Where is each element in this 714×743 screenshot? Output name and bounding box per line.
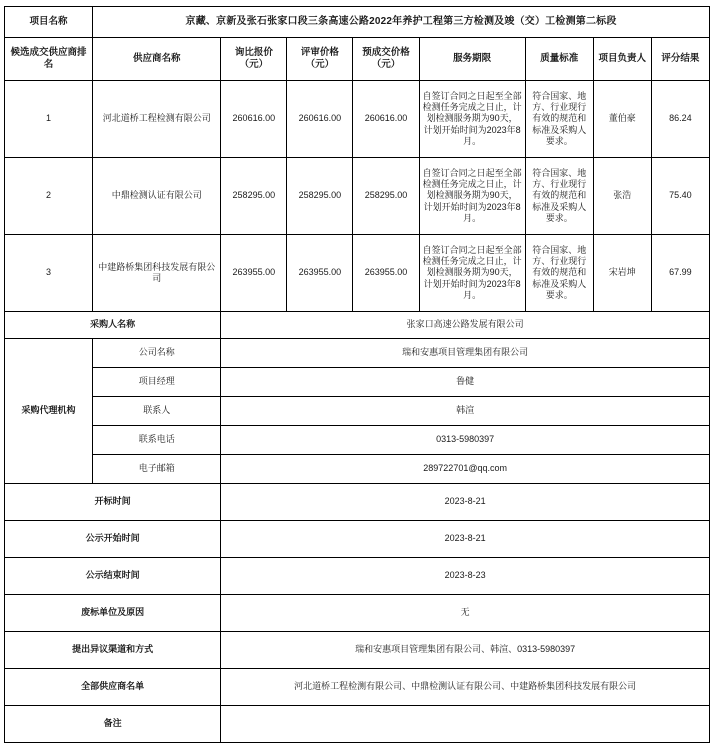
agency-row: [5, 368, 710, 397]
row-deal-price: 263955.00: [353, 235, 419, 312]
row-quality-standard: 符合国家、地方、行业现行有效的规范和标准及采购人要求。: [525, 158, 593, 235]
row-supplier: 中鼎检测认证有限公司: [93, 158, 221, 235]
agency-field-label: 公司名称: [93, 339, 221, 368]
row-review-price: 258295.00: [287, 158, 353, 235]
agency-field-value: 289722701@qq.com: [221, 455, 710, 484]
agency-field-value: 瑞和安惠项目管理集团有限公司: [221, 339, 710, 368]
row-deal-price: 258295.00: [353, 158, 419, 235]
row-score: 75.40: [651, 158, 709, 235]
row-deal-price: 260616.00: [353, 81, 419, 158]
title-row: [5, 7, 710, 38]
row-quote-price: 263955.00: [221, 235, 287, 312]
footer-row: [5, 706, 710, 743]
row-project-leader: 张浩: [593, 158, 651, 235]
footer-row: [5, 484, 710, 521]
agency-row: [5, 339, 710, 368]
footer-label: 备注: [5, 706, 221, 743]
result-table: [4, 6, 710, 743]
col-deal-price: [353, 38, 419, 81]
row-project-leader: 董伯豪: [593, 81, 651, 158]
col-quote-price: [221, 38, 287, 81]
agency-label: 采购代理机构: [5, 339, 93, 484]
col-deal-price-line1: 预成交价格: [362, 47, 410, 59]
col-quote-price-line1: 询比报价: [234, 47, 273, 59]
col-supplier: 供应商名称: [93, 38, 221, 81]
row-rank: 2: [5, 158, 93, 235]
table-row: [5, 81, 710, 158]
row-quality-standard: 符合国家、地方、行业现行有效的规范和标准及采购人要求。: [525, 81, 593, 158]
agency-field-value: 鲁健: [221, 368, 710, 397]
footer-label: 公示开始时间: [5, 521, 221, 558]
row-quote-price: 260616.00: [221, 81, 287, 158]
col-review-price: [287, 38, 353, 81]
col-score-result: 评分结果: [651, 38, 709, 81]
row-rank: 3: [5, 235, 93, 312]
project-name-value: 京藏、京新及张石张家口段三条高速公路2022年养护工程第三方检测及竣（交）工检测第二标段: [93, 7, 710, 38]
footer-value: 瑞和安惠项目管理集团有限公司、韩渲、0313-5980397: [221, 632, 710, 669]
col-project-leader: 项目负责人: [593, 38, 651, 81]
col-deal-price-line2: （元）: [371, 59, 401, 70]
footer-value: 2023-8-21: [221, 521, 710, 558]
row-service-period: 自签订合同之日起至全部检测任务完成之日止，计划检测服务期为90天，计划开始时间为2023年8月。: [419, 235, 525, 312]
row-review-price: 260616.00: [287, 81, 353, 158]
agency-field-label: 联系电话: [93, 426, 221, 455]
footer-label: 废标单位及原因: [5, 595, 221, 632]
footer-value: 2023-8-21: [221, 484, 710, 521]
row-project-leader: 宋岩坤: [593, 235, 651, 312]
row-service-period: 自签订合同之日起至全部检测任务完成之日止，计划检测服务期为90天，计划开始时间为2023年8月。: [419, 81, 525, 158]
footer-row: [5, 669, 710, 706]
row-score: 86.24: [651, 81, 709, 158]
row-quote-price: 258295.00: [221, 158, 287, 235]
row-supplier: 河北道桥工程检测有限公司: [93, 81, 221, 158]
footer-value: 河北道桥工程检测有限公司、中鼎检测认证有限公司、中建路桥集团科技发展有限公司: [221, 669, 710, 706]
row-score: 67.99: [651, 235, 709, 312]
agency-row: [5, 426, 710, 455]
footer-value: 无: [221, 595, 710, 632]
footer-row: [5, 521, 710, 558]
purchaser-row: [5, 312, 710, 339]
row-service-period: 自签订合同之日起至全部检测任务完成之日止，计划检测服务期为90天，计划开始时间为2023年8月。: [419, 158, 525, 235]
purchaser-label: 采购人名称: [5, 312, 221, 339]
project-name-label: 项目名称: [5, 7, 93, 38]
agency-row: [5, 455, 710, 484]
row-rank: 1: [5, 81, 93, 158]
footer-label: 开标时间: [5, 484, 221, 521]
col-review-price-line1: 评审价格: [300, 47, 339, 59]
agency-field-value: 韩渲: [221, 397, 710, 426]
agency-row: [5, 397, 710, 426]
purchaser-value: 张家口高速公路发展有限公司: [221, 312, 710, 339]
col-quote-price-line2: （元）: [239, 59, 269, 70]
column-header-row: [5, 38, 710, 81]
table-row: [5, 235, 710, 312]
table-row: [5, 158, 710, 235]
footer-value: [221, 706, 710, 743]
footer-label: 公示结束时间: [5, 558, 221, 595]
col-quality-standard: 质量标准: [525, 38, 593, 81]
row-quality-standard: 符合国家、地方、行业现行有效的规范和标准及采购人要求。: [525, 235, 593, 312]
footer-row: [5, 595, 710, 632]
agency-field-label: 联系人: [93, 397, 221, 426]
col-service-period: 服务期限: [419, 38, 525, 81]
row-supplier: 中建路桥集团科技发展有限公司: [93, 235, 221, 312]
footer-label: 提出异议渠道和方式: [5, 632, 221, 669]
footer-row: [5, 632, 710, 669]
row-review-price: 263955.00: [287, 235, 353, 312]
col-review-price-line2: （元）: [305, 59, 335, 70]
agency-field-label: 项目经理: [93, 368, 221, 397]
agency-field-value: 0313-5980397: [221, 426, 710, 455]
footer-label: 全部供应商名单: [5, 669, 221, 706]
footer-row: [5, 558, 710, 595]
footer-value: 2023-8-23: [221, 558, 710, 595]
agency-field-label: 电子邮箱: [93, 455, 221, 484]
col-rank: 候选成交供应商排名: [5, 38, 93, 81]
